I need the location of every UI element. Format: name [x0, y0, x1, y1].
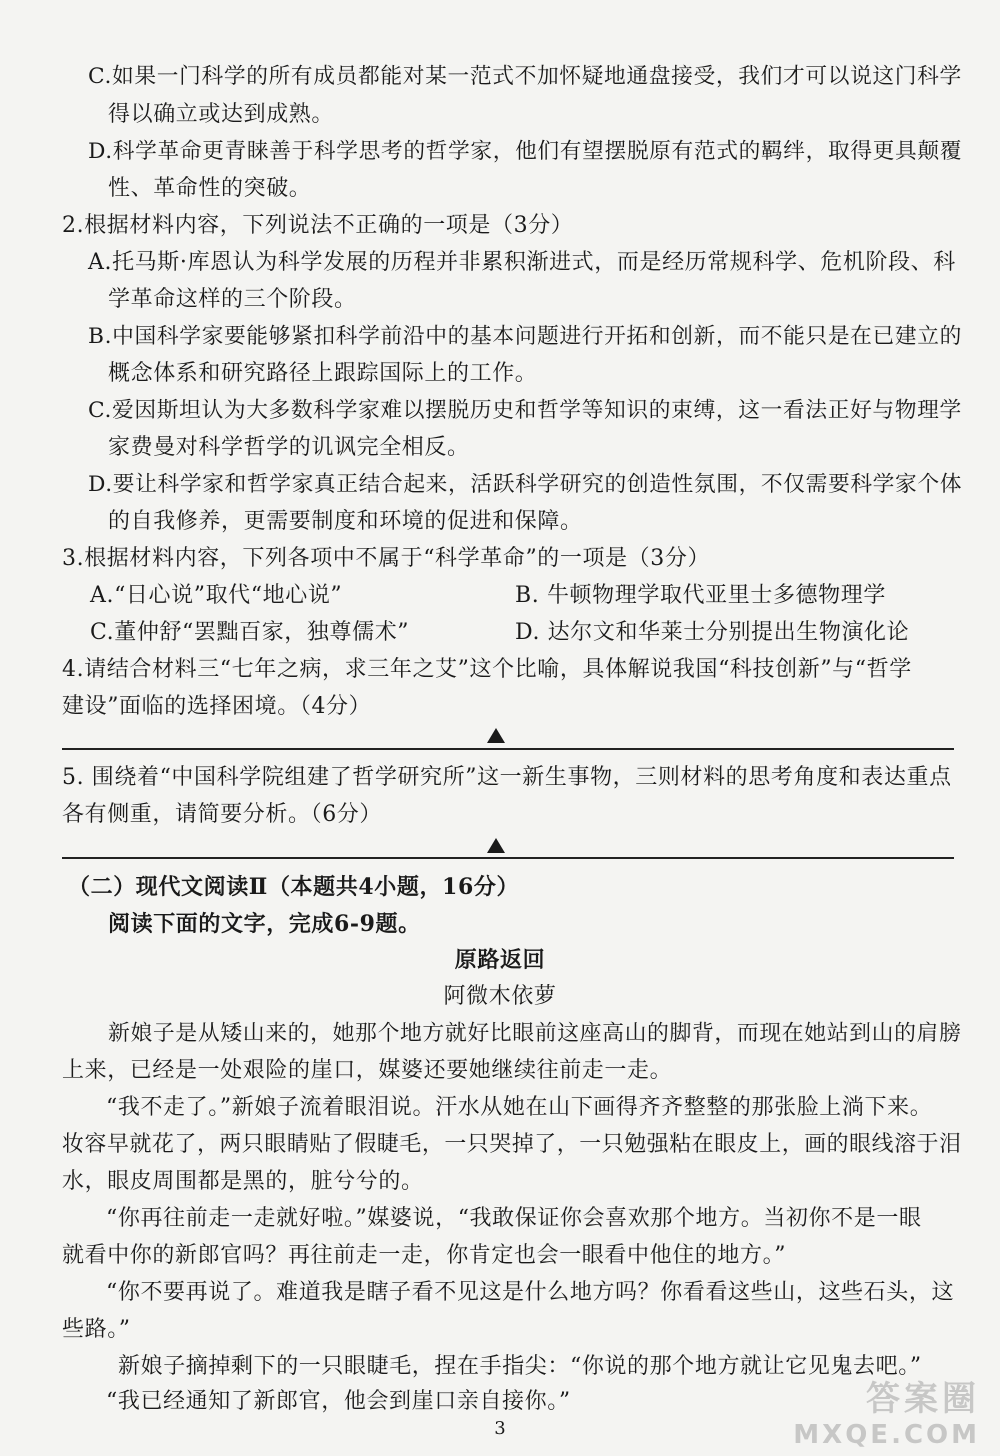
q2-option-d-line-2: 的自我修养，更需要制度和环境的促进和保障。 [108, 509, 583, 534]
q3-option-b: B. 牛顿物理学取代亚里士多德物理学 [515, 583, 886, 608]
paragraph-3-line-2: 就看中你的新郎官吗？再往前走一走，你肯定也会一眼看中他住的地方。” [62, 1243, 787, 1268]
paragraph-5-line-1: 新娘子摘掉剩下的一只眼睫毛，捏在手指尖：“你说的那个地方就让它见鬼去吧。” [118, 1354, 922, 1379]
q2-option-b-line-1: B.中国科学家要能够紧扣科学前沿中的基本问题进行开拓和创新，而不能只是在已建立的 [88, 324, 963, 349]
question-4-line-1: 4.请结合材料三“七年之病，求三年之艾”这个比喻，具体解说我国“科技创新”与“哲学 [62, 657, 912, 682]
q2-option-c-line-1: C.爱因斯坦认为大多数科学家难以摆脱历史和哲学等知识的束缚，这一看法正好与物理学 [88, 398, 962, 423]
paragraph-2-line-2: 妆容早就花了，两只眼睛贴了假睫毛，一只哭掉了，一只勉强粘在眼皮上，画的眼线溶于泪 [62, 1132, 962, 1157]
paragraph-4-line-2: 些路。” [62, 1317, 131, 1342]
paragraph-2-line-1: “我不走了。”新娘子流着眼泪说。汗水从她在山下画得齐齐整整的那张脸上淌下来。 [106, 1095, 933, 1120]
q2-option-a-line-2: 学革命这样的三个阶段。 [108, 287, 357, 312]
q3-option-c: C.董仲舒“罢黜百家，独尊儒术” [90, 620, 410, 645]
answer-triangle-icon [487, 728, 505, 743]
question-3-stem: 3.根据材料内容，下列各项中不属于“科学革命”的一项是（3分） [62, 546, 711, 571]
question-5-line-1: 5. 围绕着“中国科学院组建了哲学研究所”这一新生事物，三则材料的思考角度和表达重点 [62, 765, 952, 790]
q3-option-a: A.“日心说”取代“地心说” [90, 583, 343, 608]
paragraph-1-line-2: 上来，已经是一处艰险的崖口，媒婆还要她继续往前走一走。 [62, 1058, 673, 1083]
article-title: 原路返回 [454, 947, 546, 973]
question-4-line-2: 建设”面临的选择困境。（4分） [62, 694, 372, 719]
paragraph-3-line-1: “你再往前走一走就好啦。”媒婆说，“我敢保证你会喜欢那个地方。当初你不是一眼 [106, 1206, 922, 1231]
q3-option-d: D. 达尔文和华莱士分别提出生物演化论 [515, 620, 910, 645]
paragraph-6-line-1: “我已经通知了新郎官，他会到崖口亲自接你。” [106, 1389, 571, 1414]
option-c-line-2: 得以确立或达到成熟。 [108, 102, 335, 127]
watermark-line-1: 答案圈 [866, 1379, 980, 1419]
paragraph-2-line-3: 水，眼皮周围都是黑的，脏兮兮的。 [62, 1169, 424, 1194]
q2-option-b-line-2: 概念体系和研究路径上跟踪国际上的工作。 [108, 361, 538, 386]
q2-option-a-line-1: A.托马斯·库恩认为科学发展的历程并非累积渐进式，而是经历常规科学、危机阶段、科 [88, 250, 956, 275]
answer-line [62, 857, 954, 859]
question-5-line-2: 各有侧重，请简要分析。（6分） [62, 802, 382, 827]
reading-instruction: 阅读下面的文字，完成6-9题。 [108, 911, 421, 937]
option-c-line-1: C.如果一门科学的所有成员都能对某一范式不加怀疑地通盘接受，我们才可以说这门科学 [88, 64, 962, 89]
watermark-line-2: MXQE.COM [793, 1420, 980, 1450]
answer-triangle-icon [487, 838, 505, 853]
q2-option-c-line-2: 家费曼对科学哲学的讥讽完全相反。 [108, 435, 470, 460]
section-heading: （二）现代文阅读Ⅱ（本题共4小题，16分） [68, 874, 520, 900]
paragraph-1-line-1: 新娘子是从矮山来的，她那个地方就好比眼前这座高山的脚背，而现在她站到山的肩膀 [108, 1021, 962, 1046]
article-author: 阿微木依萝 [443, 984, 557, 1009]
option-d-line-2: 性、革命性的突破。 [108, 176, 312, 201]
watermark-logo [793, 1371, 980, 1450]
paragraph-4-line-1: “你不要再说了。难道我是瞎子看不见这是什么地方吗？你看看这些山，这些石头，这 [106, 1280, 955, 1305]
question-2-stem: 2.根据材料内容，下列说法不正确的一项是（3分） [62, 213, 574, 238]
option-d-line-1: D.科学革命更青睐善于科学思考的哲学家，他们有望摆脱原有范式的羁绊，取得更具颠覆 [88, 139, 963, 164]
q2-option-d-line-1: D.要让科学家和哲学家真正结合起来，活跃科学研究的创造性氛围，不仅需要科学家个体 [88, 472, 963, 497]
answer-line [62, 748, 954, 750]
page-number: 3 [494, 1418, 506, 1439]
